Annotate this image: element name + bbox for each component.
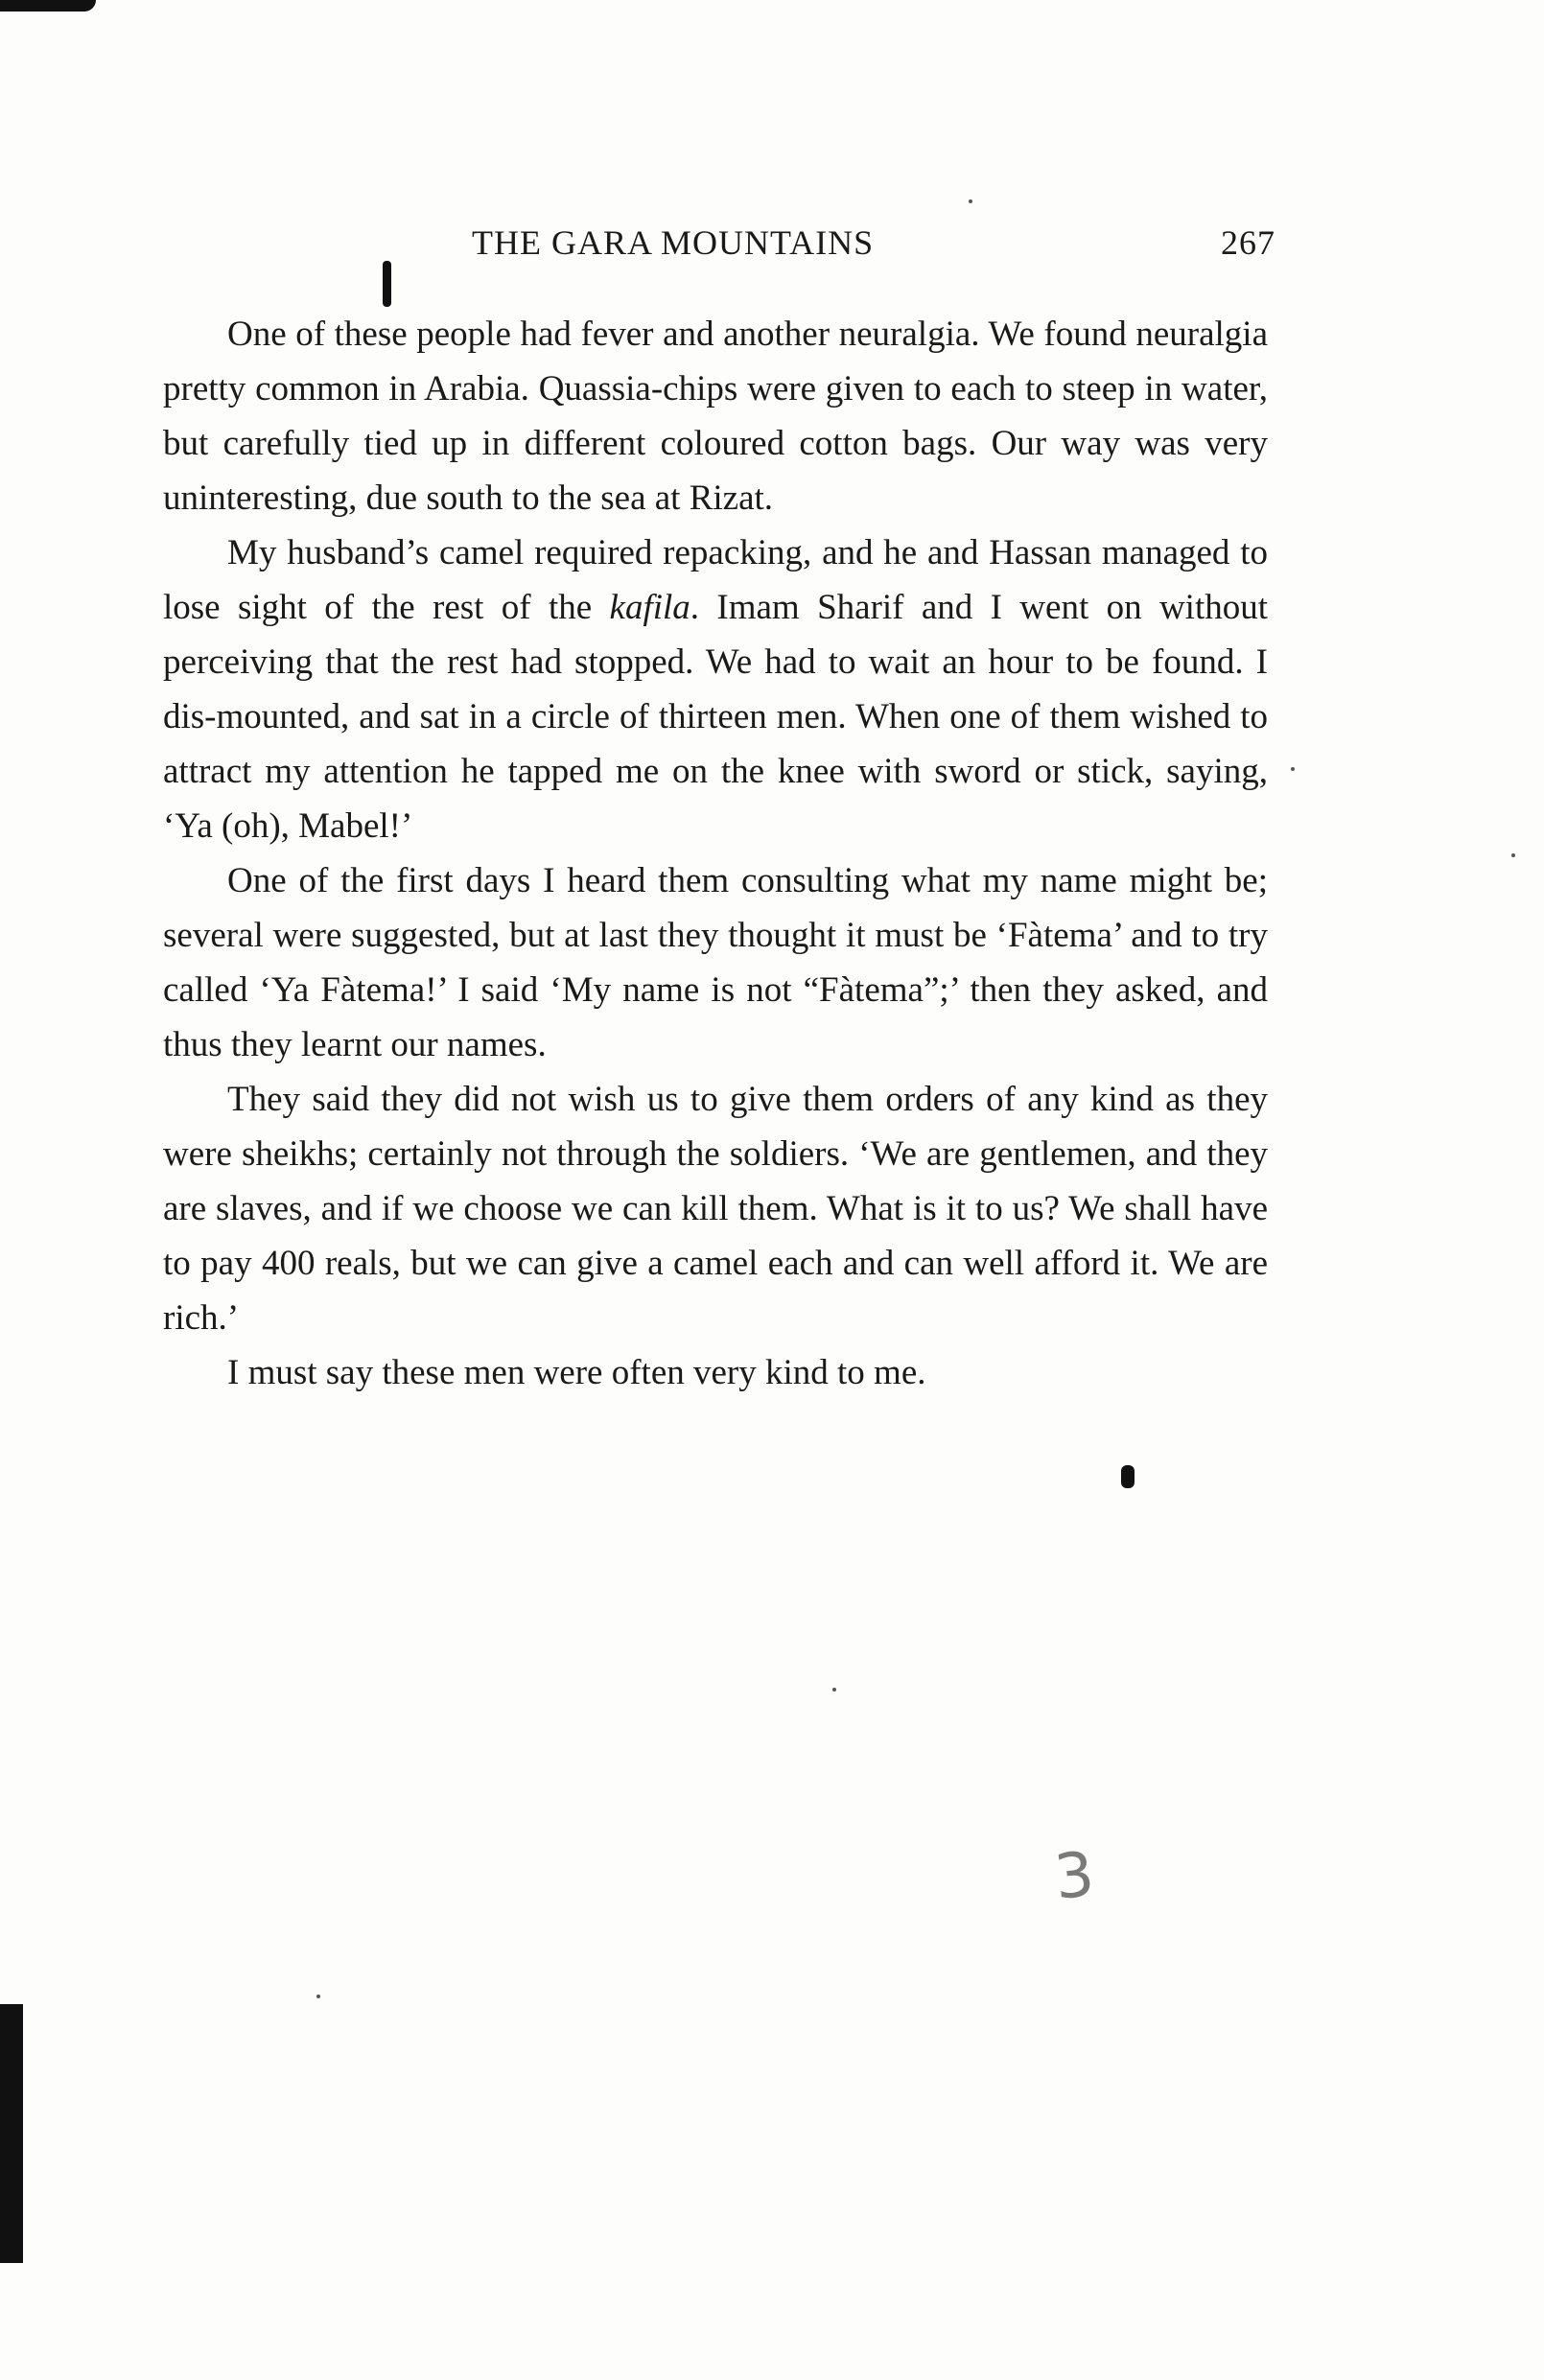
italic-term: kafila <box>609 588 690 627</box>
dust-speck <box>969 199 972 203</box>
paragraph <box>163 853 1268 1072</box>
dust-speck <box>832 1688 836 1692</box>
paragraph <box>163 307 1268 525</box>
body-text <box>163 307 1268 1400</box>
dust-speck <box>1511 853 1515 857</box>
running-title: THE GARA MOUNTAINS <box>472 223 875 262</box>
paragraph <box>163 1345 1268 1400</box>
pencil-annotation: 3 <box>1051 1839 1098 1914</box>
ink-blot <box>1121 1465 1135 1488</box>
scan-edge-mark <box>0 0 96 12</box>
paragraph-text: They said they did not wish us to give them orders of any kind as they were sheikhs; certainly not through the soldiers. ‘We are gentlemen, and they are slaves, and if we choose we can kill them. What is it to us? We shall have to pay 400 reals, but we can give a camel each and can well afford it. We are rich.’ <box>163 1080 1268 1338</box>
paragraph <box>163 525 1268 853</box>
paragraph-text: My husband’s camel required repacking, and he and Hassan managed to lose sight of the rest of the <box>163 533 1268 627</box>
paragraph-text: . Imam Sharif and I went on without perceiving that the rest had stopped. We had to wait an hour to be found. I dis-mounted, and sat in a circle of thirteen men. When one of them wished to attract my attention he tapped me on the knee with sword or stick, saying, ‘Ya (oh), Mabel!’ <box>163 588 1268 846</box>
paragraph-text: One of the first days I heard them consulting what my name might be; several were suggested, but at last they thought it must be ‘Fàtema’ and to try called ‘Ya Fàtema!’ I said ‘My name is not “Fàtema”;’ then they asked, and thus they learnt our names. <box>163 861 1268 1064</box>
dust-speck <box>316 1995 320 1998</box>
page-number: 267 <box>1221 223 1275 262</box>
paragraph-text: I must say these men were often very kind to me. <box>227 1353 926 1392</box>
running-head <box>163 222 1275 280</box>
paragraph <box>163 1072 1268 1345</box>
scan-edge-bar <box>0 2004 23 2263</box>
dust-speck <box>1291 767 1295 771</box>
paragraph-text: One of these people had fever and another neuralgia. We found neuralgia pretty common in Arabia. Quassia-chips were given to each to steep in water, but carefully tied up in different coloured cotton bags. Our way was very uninteresting, due south to the sea at Rizat. <box>163 315 1268 518</box>
